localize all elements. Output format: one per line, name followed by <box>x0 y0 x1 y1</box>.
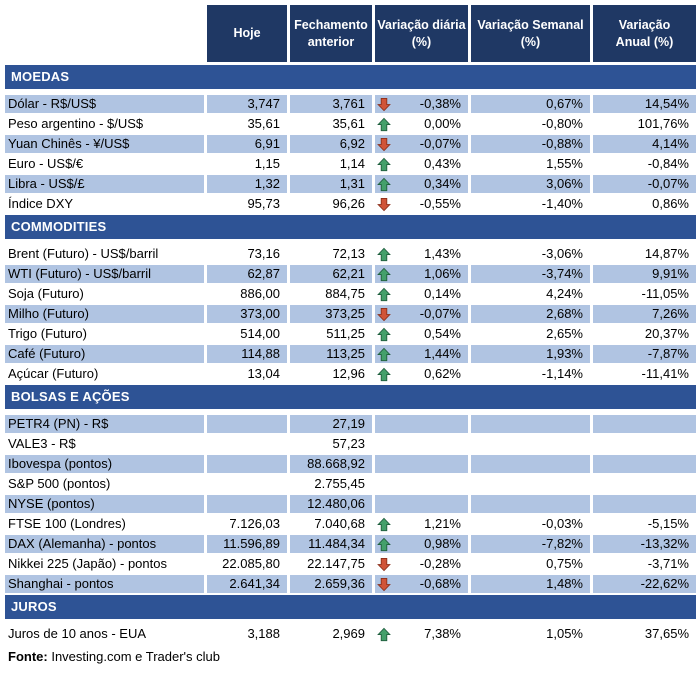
source-text: Investing.com e Trader's club <box>47 649 221 664</box>
row-label: Juros de 10 anos - EUA <box>8 626 147 641</box>
cell-variacao-diaria <box>375 305 468 323</box>
down-arrow-icon <box>377 577 391 592</box>
row-label: Euro - US$/€ <box>8 156 84 171</box>
cell-fechamento-anterior: 72,13 <box>332 246 365 261</box>
cell-fechamento-anterior: 884,75 <box>325 286 365 301</box>
cell-variacao-semanal: -1,40% <box>541 196 583 211</box>
row-label: Ibovespa (pontos) <box>5 455 204 473</box>
cell-variacao-semanal: 2,65% <box>546 326 583 341</box>
cell-fechamento-anterior: 511,25 <box>326 326 365 341</box>
cell-variacao-anual: -0,84% <box>647 156 689 171</box>
row-label: Nikkei 225 (Japão) - pontos <box>8 556 167 571</box>
cell-variacao-semanal: 1,93% <box>471 345 590 363</box>
cell-variacao-semanal: 0,67% <box>471 95 590 113</box>
down-arrow-icon <box>377 307 391 322</box>
cell-fechamento-anterior: 2.659,36 <box>290 575 372 593</box>
column-header-line: Variação Semanal <box>477 18 584 33</box>
cell-hoje: 1,32 <box>207 175 287 193</box>
daily-change-value: -0,38% <box>419 96 461 111</box>
row-label: S&P 500 (pontos) <box>8 476 111 491</box>
cell-hoje: 11.596,89 <box>207 535 287 553</box>
row-label: Soja (Futuro) <box>8 286 84 301</box>
cell-hoje: 886,00 <box>240 286 280 301</box>
cell-variacao-anual: -7,87% <box>593 345 696 363</box>
cell-variacao-diaria <box>375 515 468 533</box>
table-header <box>5 5 696 62</box>
table-row <box>5 415 696 433</box>
cell-variacao-anual: -3,71% <box>647 556 689 571</box>
cell-hoje: 3,188 <box>247 626 280 641</box>
cell-hoje: 62,87 <box>207 265 287 283</box>
cell-fechamento-anterior: 7.040,68 <box>314 516 365 531</box>
row-label: WTI (Futuro) - US$/barril <box>5 265 204 283</box>
cell-fechamento-anterior: 62,21 <box>290 265 372 283</box>
cell-variacao-anual <box>593 415 696 433</box>
cell-fechamento-anterior: 12,96 <box>332 366 365 381</box>
cell-variacao-semanal: -0,88% <box>471 135 590 153</box>
daily-change-value: 1,21% <box>424 516 461 531</box>
daily-change-value: 1,43% <box>424 246 461 261</box>
cell-variacao-diaria <box>375 265 468 283</box>
cell-variacao-semanal <box>471 495 590 513</box>
row-label: NYSE (pontos) <box>5 495 204 513</box>
cell-variacao-semanal: -0,03% <box>541 516 583 531</box>
daily-change-value: 0,00% <box>424 116 461 131</box>
cell-fechamento-anterior: 113,25 <box>290 345 372 363</box>
cell-variacao-diaria <box>375 625 468 643</box>
cell-variacao-anual: 4,14% <box>593 135 696 153</box>
cell-variacao-anual: -13,32% <box>593 535 696 553</box>
up-arrow-icon <box>377 627 391 642</box>
cell-fechamento-anterior: 35,61 <box>332 116 365 131</box>
cell-variacao-anual <box>593 475 696 493</box>
table-row <box>5 95 696 113</box>
down-arrow-icon <box>377 97 391 112</box>
cell-hoje <box>207 435 287 453</box>
cell-variacao-anual <box>593 455 696 473</box>
cell-variacao-semanal: -1,14% <box>541 366 583 381</box>
cell-variacao-diaria <box>375 285 468 303</box>
cell-fechamento-anterior: 1,14 <box>339 156 365 171</box>
row-label: Yuan Chinês - ¥/US$ <box>5 135 204 153</box>
cell-hoje: 2.641,34 <box>207 575 287 593</box>
cell-variacao-semanal <box>471 475 590 493</box>
cell-variacao-semanal: -7,82% <box>471 535 590 553</box>
daily-change-value: 0,34% <box>424 176 461 191</box>
up-arrow-icon <box>377 327 391 342</box>
cell-variacao-anual: -0,07% <box>593 175 696 193</box>
cell-variacao-diaria <box>375 555 468 573</box>
cell-variacao-diaria <box>375 345 468 363</box>
table-row <box>5 115 696 133</box>
up-arrow-icon <box>377 517 391 532</box>
cell-fechamento-anterior: 3,761 <box>290 95 372 113</box>
up-arrow-icon <box>377 247 391 262</box>
cell-variacao-anual: 7,26% <box>593 305 696 323</box>
cell-hoje <box>207 475 287 493</box>
cell-hoje: 1,15 <box>254 156 280 171</box>
cell-variacao-anual <box>593 495 696 513</box>
cell-variacao-semanal <box>471 415 590 433</box>
column-header-line: Hoje <box>233 26 261 41</box>
cell-variacao-diaria <box>375 195 468 213</box>
row-label: Índice DXY <box>8 196 74 211</box>
daily-change-value: -0,07% <box>419 306 461 321</box>
table-row <box>5 345 696 363</box>
column-header-line: Anual (%) <box>615 34 674 49</box>
table-body <box>5 65 698 643</box>
cell-variacao-semanal: -3,06% <box>541 246 583 261</box>
cell-variacao-semanal: -0,80% <box>541 116 583 131</box>
cell-fechamento-anterior: 373,25 <box>290 305 372 323</box>
cell-variacao-diaria <box>375 455 468 473</box>
table-row <box>5 245 696 263</box>
up-arrow-icon <box>377 537 391 552</box>
cell-variacao-diaria <box>375 435 468 453</box>
row-label: Açúcar (Futuro) <box>8 366 99 381</box>
daily-change-value: -0,68% <box>419 576 461 591</box>
row-label: PETR4 (PN) - R$ <box>5 415 204 433</box>
up-arrow-icon <box>377 287 391 302</box>
cell-variacao-anual: -11,41% <box>641 366 689 381</box>
cell-variacao-anual: 37,65% <box>644 626 689 641</box>
column-header-variacao-diaria <box>375 5 468 62</box>
cell-hoje: 35,61 <box>247 116 280 131</box>
cell-variacao-anual: 9,91% <box>593 265 696 283</box>
daily-change-value: 0,54% <box>424 326 461 341</box>
cell-variacao-diaria <box>375 575 468 593</box>
header-spacer <box>5 5 204 62</box>
cell-hoje: 13,04 <box>247 366 280 381</box>
table-row <box>5 625 696 643</box>
cell-variacao-semanal: 4,24% <box>546 286 583 301</box>
cell-variacao-anual: -22,62% <box>593 575 696 593</box>
cell-fechamento-anterior: 6,92 <box>290 135 372 153</box>
section-header-moedas: MOEDAS <box>5 65 696 89</box>
table-row <box>5 515 696 533</box>
cell-variacao-semanal: 1,05% <box>546 626 583 641</box>
table-row <box>5 575 696 593</box>
section-header-juros: JUROS <box>5 595 696 619</box>
cell-fechamento-anterior: 88.668,92 <box>290 455 372 473</box>
up-arrow-icon <box>377 117 391 132</box>
row-label: DAX (Alemanha) - pontos <box>5 535 204 553</box>
daily-change-value: 0,98% <box>424 536 461 551</box>
cell-variacao-diaria <box>375 115 468 133</box>
cell-hoje <box>207 495 287 513</box>
source-label: Fonte: <box>8 649 48 664</box>
table-row <box>5 435 696 453</box>
up-arrow-icon <box>377 177 391 192</box>
cell-variacao-diaria <box>375 325 468 343</box>
up-arrow-icon <box>377 347 391 362</box>
column-header-line: anterior <box>307 34 355 49</box>
cell-variacao-diaria <box>375 155 468 173</box>
daily-change-value: 0,43% <box>424 156 461 171</box>
cell-variacao-semanal: 1,55% <box>546 156 583 171</box>
cell-hoje: 373,00 <box>207 305 287 323</box>
cell-variacao-anual: 14,54% <box>593 95 696 113</box>
row-label: Milho (Futuro) <box>5 305 204 323</box>
cell-hoje: 95,73 <box>247 196 280 211</box>
cell-hoje: 7.126,03 <box>229 516 280 531</box>
daily-change-value: -0,55% <box>419 196 461 211</box>
table-row <box>5 495 696 513</box>
table-row <box>5 325 696 343</box>
down-arrow-icon <box>377 557 391 572</box>
cell-variacao-diaria <box>375 475 468 493</box>
cell-variacao-semanal: -3,74% <box>471 265 590 283</box>
daily-change-value: 0,62% <box>424 366 461 381</box>
cell-hoje: 6,91 <box>207 135 287 153</box>
cell-fechamento-anterior: 2,969 <box>332 626 365 641</box>
cell-variacao-semanal <box>471 455 590 473</box>
row-label: Café (Futuro) <box>5 345 204 363</box>
cell-fechamento-anterior: 12.480,06 <box>290 495 372 513</box>
cell-fechamento-anterior: 57,23 <box>332 436 365 451</box>
cell-variacao-semanal: 1,48% <box>471 575 590 593</box>
cell-variacao-diaria <box>375 135 468 153</box>
cell-fechamento-anterior: 96,26 <box>332 196 365 211</box>
cell-variacao-anual: 14,87% <box>644 246 689 261</box>
daily-change-value: 1,44% <box>424 346 461 361</box>
up-arrow-icon <box>377 157 391 172</box>
cell-variacao-anual: 20,37% <box>644 326 689 341</box>
cell-variacao-semanal: 2,68% <box>471 305 590 323</box>
section-header-bolsas-e-acoes: BOLSAS E AÇÕES <box>5 385 696 409</box>
cell-hoje: 114,88 <box>207 345 287 363</box>
column-header-line: Fechamento <box>294 18 368 33</box>
down-arrow-icon <box>377 137 391 152</box>
cell-hoje: 22.085,80 <box>222 556 280 571</box>
table-row <box>5 455 696 473</box>
table-row <box>5 555 696 573</box>
cell-variacao-anual <box>593 435 696 453</box>
column-header-line: (%) <box>520 34 541 49</box>
daily-change-value: 1,06% <box>424 266 461 281</box>
cell-variacao-semanal <box>471 435 590 453</box>
cell-fechamento-anterior: 27,19 <box>290 415 372 433</box>
cell-variacao-anual: 101,76% <box>637 116 689 131</box>
table-row <box>5 305 696 323</box>
up-arrow-icon <box>377 367 391 382</box>
row-label: Peso argentino - $/US$ <box>8 116 144 131</box>
table-row <box>5 155 696 173</box>
row-label: Dólar - R$/US$ <box>5 95 204 113</box>
row-label: Shanghai - pontos <box>5 575 204 593</box>
table-row <box>5 175 696 193</box>
cell-variacao-diaria <box>375 175 468 193</box>
table-row <box>5 135 696 153</box>
column-header-line: Variação diária <box>377 18 466 33</box>
cell-fechamento-anterior: 1,31 <box>290 175 372 193</box>
cell-fechamento-anterior: 2.755,45 <box>314 476 365 491</box>
cell-variacao-anual: 0,86% <box>652 196 689 211</box>
table-row <box>5 365 696 383</box>
cell-variacao-diaria <box>375 365 468 383</box>
table-row <box>5 475 696 493</box>
cell-variacao-diaria <box>375 95 468 113</box>
row-label: Brent (Futuro) - US$/barril <box>8 246 159 261</box>
down-arrow-icon <box>377 197 391 212</box>
column-header-line: (%) <box>411 34 432 49</box>
daily-change-value: 0,14% <box>424 286 461 301</box>
cell-hoje: 3,747 <box>207 95 287 113</box>
cell-hoje <box>207 455 287 473</box>
cell-hoje: 73,16 <box>247 246 280 261</box>
cell-variacao-diaria <box>375 415 468 433</box>
row-label: Libra - US$/£ <box>5 175 204 193</box>
daily-change-value: 7,38% <box>424 626 461 641</box>
column-header-hoje <box>207 5 287 62</box>
column-header-variacao-anual <box>593 5 696 62</box>
daily-change-value: -0,07% <box>419 136 461 151</box>
cell-variacao-anual: -11,05% <box>641 286 689 301</box>
cell-variacao-diaria <box>375 495 468 513</box>
column-header-variacao-semanal <box>471 5 590 62</box>
row-label: Trigo (Futuro) <box>8 326 87 341</box>
cell-variacao-diaria <box>375 535 468 553</box>
table-row <box>5 285 696 303</box>
cell-hoje: 514,00 <box>240 326 280 341</box>
cell-fechamento-anterior: 11.484,34 <box>290 535 372 553</box>
row-label: FTSE 100 (Londres) <box>8 516 126 531</box>
cell-variacao-diaria <box>375 245 468 263</box>
source-note <box>5 649 698 664</box>
cell-variacao-semanal: 0,75% <box>546 556 583 571</box>
cell-variacao-anual: -5,15% <box>647 516 689 531</box>
daily-change-value: -0,28% <box>419 556 461 571</box>
column-header-fechamento-anterior <box>290 5 372 62</box>
table-row <box>5 535 696 553</box>
up-arrow-icon <box>377 267 391 282</box>
row-label: VALE3 - R$ <box>8 436 76 451</box>
cell-hoje <box>207 415 287 433</box>
cell-fechamento-anterior: 22.147,75 <box>307 556 365 571</box>
table-row <box>5 195 696 213</box>
section-header-commodities: COMMODITIES <box>5 215 696 239</box>
cell-variacao-semanal: 3,06% <box>471 175 590 193</box>
table-row <box>5 265 696 283</box>
column-header-line: Variação <box>618 18 671 33</box>
